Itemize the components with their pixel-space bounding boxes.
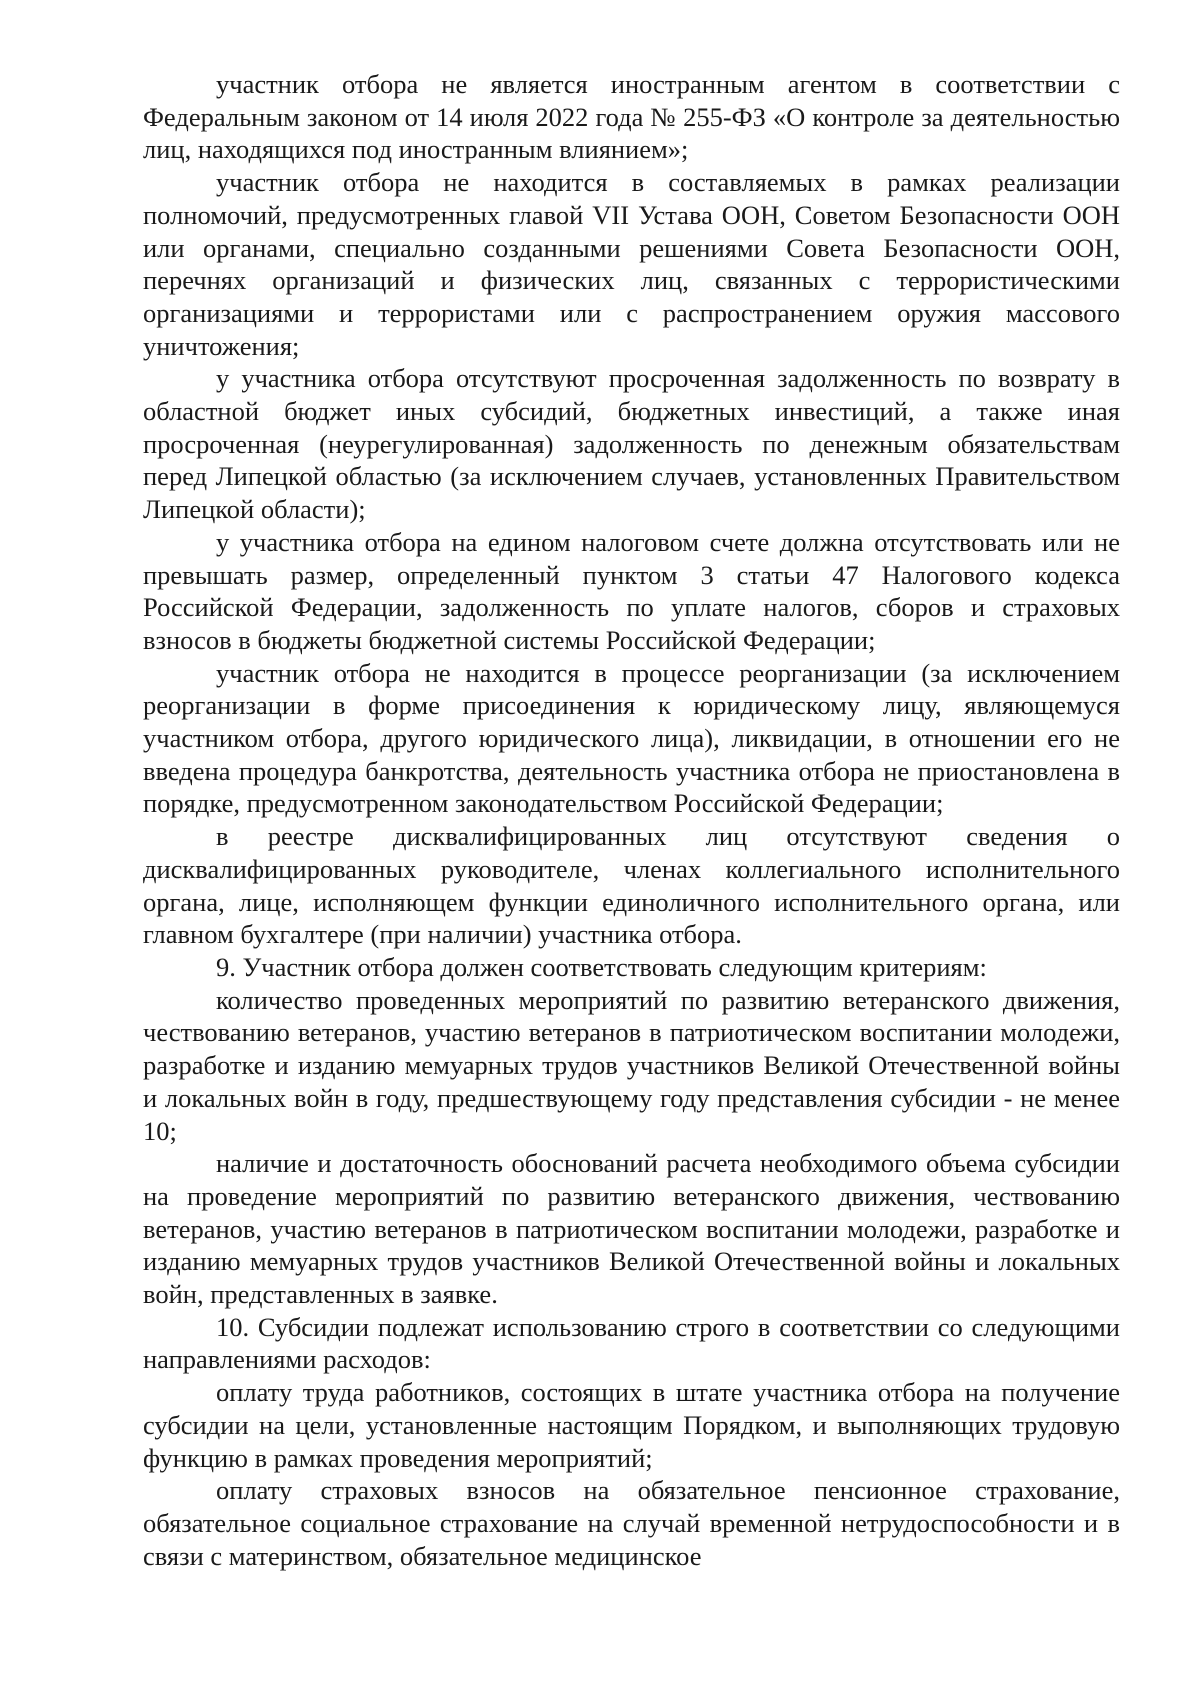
paragraph-insurance: оплату страховых взносов на обязательное пенсионное страхование, обязательное социальное страхование на случай временной нетрудоспособности и в связи с материнством, обязательное медицинское <box>143 1475 1120 1571</box>
paragraph-foreign-agent: участник отбора не является иностранным агентом в соответствии с Федеральным законом от 14 июля 2022 года № 255-ФЗ «О контроле за деятельностью лиц, находящихся под иностранным влиянием»; <box>143 69 1120 165</box>
document-page <box>143 68 1120 1572</box>
paragraph-section-9: 9. Участник отбора должен соответствовать следующим критериям: <box>216 951 987 982</box>
paragraph-section-10: 10. Субсидии подлежат использованию строго в соответствии со следующими направлениями расходов: <box>143 1311 1120 1375</box>
paragraph-overdue-debt: у участника отбора отсутствуют просроченная задолженность по возврату в областной бюджет иных субсидий, бюджетных инвестиций, а также иная просроченная (неурегулированная) задолженность по денежным обязательствам перед Липецкой областью (за исключением случаев, установленных Правительством Липецкой области); <box>143 363 1120 525</box>
paragraph-tax-account: у участника отбора на едином налоговом счете должна отсутствовать или не превышать размер, определенный пунктом 3 статьи 47 Налогового кодекса Российской Федерации, задолженность по уплате налогов, сборов и страховых взносов в бюджеты бюджетной системы Российской Федерации; <box>143 526 1120 655</box>
paragraph-events-count: количество проведенных мероприятий по развитию ветеранского движения, чествованию ветеранов, участию ветеранов в патриотическом воспитании молодежи, разработке и изданию мемуарных трудов участников Великой Отечественной войны и локальных войн в году, предшествующему году представления субсидии - не менее 10; <box>143 984 1120 1146</box>
paragraph-disqualified-persons: в реестре дисквалифицированных лиц отсутствуют сведения о дисквалифицированных руководителе, членах коллегиального исполнительного органа, лице, исполняющем функции единоличного исполнительного органа, или главном бухгалтере (при наличии) участника отбора. <box>143 821 1120 950</box>
paragraph-salary: оплату труда работников, состоящих в штате участника отбора на получение субсидии на цели, установленные настоящим Порядком, и выполняющих трудовую функцию в рамках проведения мероприятий; <box>143 1377 1120 1473</box>
paragraph-justification: наличие и достаточность обоснований расчета необходимого объема субсидии на проведение мероприятий по развитию ветеранского движения, чествованию ветеранов, участию ветеранов в патриотическом воспитании молодежи, разработке и изданию мемуарных трудов участников Великой Отечественной войны и локальных войн, представленных в заявке. <box>143 1148 1120 1310</box>
paragraph-un-sanctions: участник отбора не находится в составляемых в рамках реализации полномочий, предусмотренных главой VII Устава ООН, Советом Безопасности ООН или органами, специально созданными решениями Совета Безопасности ООН, перечнях организаций и физических лиц, связанных с террористическими организациями и террористами или с распространением оружия массового уничтожения; <box>143 167 1120 361</box>
paragraph-reorganization: участник отбора не находится в процессе реорганизации (за исключением реорганизации в форме присоединения к юридическому лицу, являющемуся участником отбора, другого юридического лица), ликвидации, в отношении его не введена процедура банкротства, деятельность участника отбора не приостановлена в порядке, предусмотренном законодательством Российской Федерации; <box>143 657 1120 819</box>
